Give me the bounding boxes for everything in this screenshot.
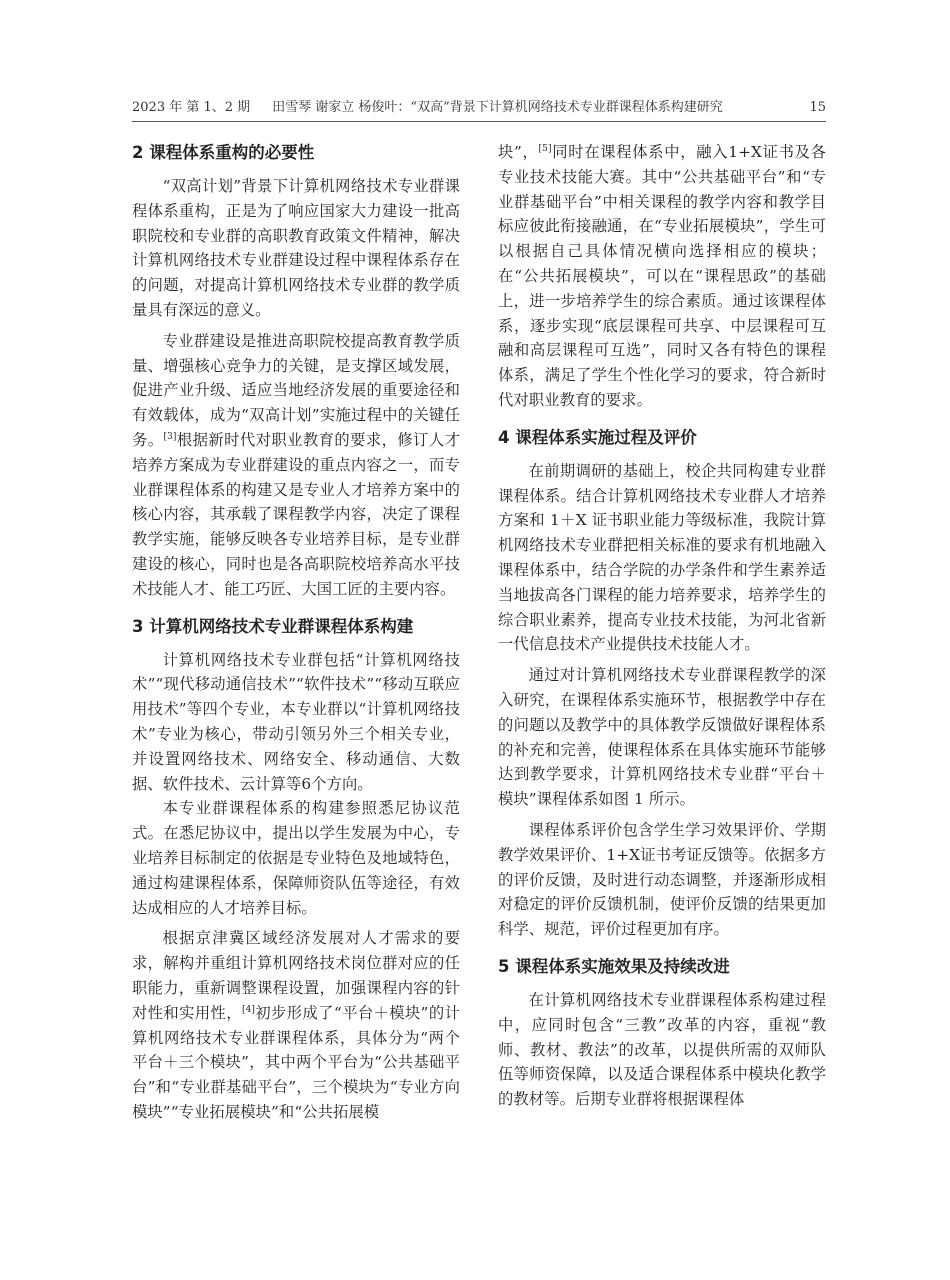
header-authors: 田雪琴 谢家立 杨俊叶： <box>272 100 411 115</box>
section-5-heading: 5 课程体系实施效果及持续改进 <box>498 956 730 976</box>
section-3-heading: 3 计算机网络技术专业群课程体系构建 <box>132 616 414 636</box>
right-column <box>498 140 826 1112</box>
left-column <box>132 140 460 1125</box>
header-left <box>132 98 723 118</box>
citation-4: [4] <box>241 1004 256 1015</box>
section-2-heading: 2 课程体系重构的必要性 <box>132 143 315 162</box>
section-3-paragraph-3: 根据京津冀区域经济发展对人才需求的要求，解构并重组计算机网络技术岗位群对应的任职能力，重新调整课程设置，加强课程内容的针对性和实用性，[4]初步形成了“平台＋模块”的计算机网络技术专业群课程体系，具体分为“两个平台＋三个模块”，其中两个平台为“公共基础平台”和“专业群基础平台”，三个模块为“专业方向模块”“专业拓展模块”和“公共拓展模 <box>132 929 460 1121</box>
section-2-paragraph-1: “双高计划”背景下计算机网络技术专业群课程体系重构，正是为了响应国家大力建设一批高职院校和专业群的高职教育政策文件精神，解决计算机网络技术专业群建设过程中课程体系存在的问题，对提高计算机网络技术专业群的教学质量具有深远的意义。 <box>132 177 460 319</box>
page-number: 15 <box>809 100 826 115</box>
section-5-paragraph-1: 在计算机网络技术专业群课程体系构建过程中，应同时包含“三教”改革的内容，重视“教师、教材、教法”的改革，以提供所需的双师队伍等师资保障，以及适合课程体系中模块化教学的教材等。后期专业群将根据课程体 <box>498 990 826 1109</box>
section-2-paragraph-2: 专业群建设是推进高职院校提高教育教学质量、增强核心竞争力的关键，是支撑区域发展，促进产业升级、适应当地经济发展的重要途径和有效载体，成为“双高计划”实施过程中的关键任务。[3]根据新时代对职业教育的要求，修订人才培养方案成为专业群建设的重点内容之一，而专业群课程体系的构建又是专业人才培养方案中的核心内容，其承载了课程教学内容，决定了课程教学实施，能够反映各专业培养目标，是专业群建设的核心，同时也是各高职院校培养高水平技术技能人才、能工巧匠、大国工匠的主要内容。 <box>132 331 460 598</box>
section-3-paragraph-2: 本专业群课程体系的构建参照悉尼协议范式。在悉尼协议中，提出以学生发展为中心，专业培养目标制定的依据是专业特色及地域特色，通过构建课程体系，保障师资队伍等途径，有效达成相应的人才培养目标。 <box>132 799 460 917</box>
citation-5: [5] <box>538 144 552 154</box>
section-4-paragraph-1: 在前期调研的基础上，校企共同构建专业群课程体系。结合计算机网络技术专业群人才培养方案和 1＋X 证书职业能力等级标准，我院计算机网络技术专业群把相关标准的要求有机地融入课程体系中，结合学院的办学条件和学生素养适当地拔高各门课程的能力培养要求，培养学生的综合职业素养，提高专业技术技能，为河北省新一代信息技术产业提供技术技能人才。 <box>498 461 826 654</box>
running-header <box>132 97 826 122</box>
citation-3: [3] <box>163 431 177 442</box>
section-3-paragraph-1: 计算机网络技术专业群包括“计算机网络技术”“现代移动通信技术”“软件技术”“移动互联应用技术”等四个专业，本专业群以“计算机网络技术”专业为核心，带动引领另外三个相关专业，并设置网络技术、网络安全、移动通信、大数据、软件技术、云计算等6个方向。 <box>132 650 460 793</box>
section-4-paragraph-3: 课程体系评价包含学生学习效果评价、学期教学效果评价、1+X证书考证反馈等。依据多方的评价反馈，及时进行动态调整，并逐渐形成相对稳定的评价反馈机制，使评价反馈的结果更加科学、规范，评价过程更加有序。 <box>498 820 826 939</box>
section-4-heading: 4 课程体系实施过程及评价 <box>498 427 697 447</box>
header-article-title: “双高”背景下计算机网络技术专业群课程体系构建研究 <box>410 100 723 115</box>
journal-issue: 2023 年 第 1、2 期 <box>132 100 251 115</box>
section-4-paragraph-2: 通过对计算机网络技术专业群课程教学的深入研究，在课程体系实施环节，根据教学中存在的问题以及教学中的具体教学反馈做好课程体系的补充和完善，使课程体系在具体实施环节能够达到教学要求，计算机网络技术专业群“平台＋模块”课程体系如图 1 所示。 <box>498 666 826 809</box>
section-3-paragraph-3-continued: 块”，[5]同时在课程体系中，融入1+X证书及各专业技术技能大赛。其中“公共基础平台”和“专业群基础平台”中相关课程的教学内容和教学目标应彼此衔接融通，在“专业拓展模块”，学生可以根据自己具体情况横向选择相应的模块；在“公共拓展模块”，可以在“课程思政”的基础上，进一步培养学生的综合素质。通过该课程体系，逐步实现“底层课程可共享、中层课程可互融和高层课程可互选”，同时又各有特色的课程体系，满足了学生个性化学习的要求，符合新时代对职业教育的要求。 <box>498 143 827 409</box>
